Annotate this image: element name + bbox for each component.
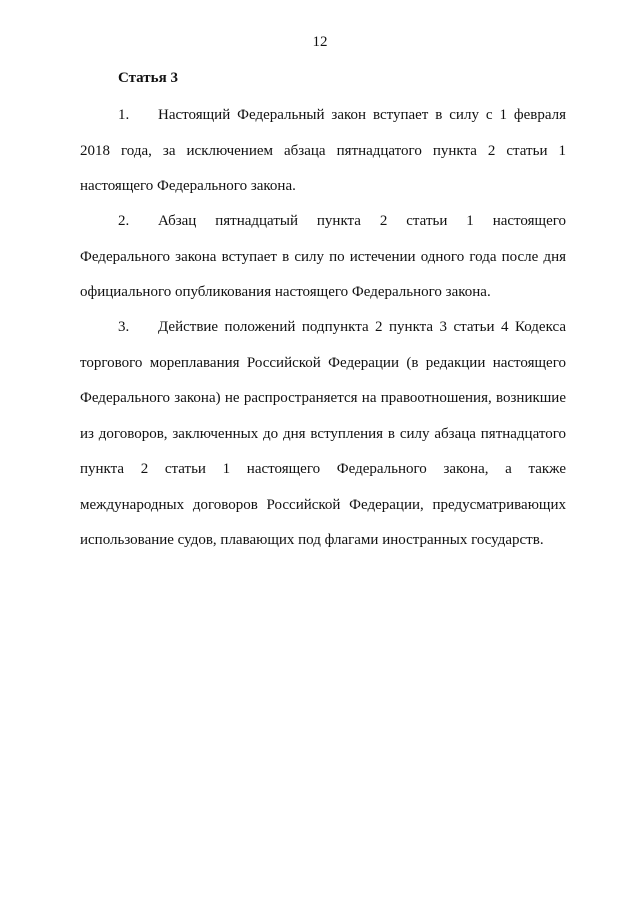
paragraph-number: 2. — [118, 213, 130, 229]
paragraph-number: 1. — [118, 107, 130, 123]
paragraph-number: 3. — [118, 319, 130, 335]
paragraph-text: Абзац пятнадцатый пункта 2 статьи 1 настоящего Федерального закона вступает в силу по истечении одного года после дня официального опубликования настоящего Федерального закона. — [80, 213, 566, 300]
paragraph-text: Настоящий Федеральный закон вступает в силу с 1 февраля 2018 года, за исключением абзаца пятнадцатого пункта 2 статьи 1 настоящего Федерального закона. — [80, 107, 566, 194]
paragraph-1 — [80, 98, 566, 205]
paragraph-2 — [80, 204, 566, 311]
paragraph-3 — [80, 310, 566, 559]
paragraph-text: Действие положений подпункта 2 пункта 3 статьи 4 Кодекса торгового мореплавания Российской Федерации (в редакции настоящего Федерального закона) не распространяется на правоотношения, возникшие из договоров, заключенных до дня вступления в силу абзаца пятнадцатого пункта 2 статьи 1 настоящего Федерального закона, а также международных договоров Российской Федерации, предусматривающих использование судов, плавающих под флагами иностранных государств. — [80, 319, 566, 548]
page-number: 12 — [312, 34, 328, 50]
article-title: Статья 3 — [118, 70, 178, 86]
